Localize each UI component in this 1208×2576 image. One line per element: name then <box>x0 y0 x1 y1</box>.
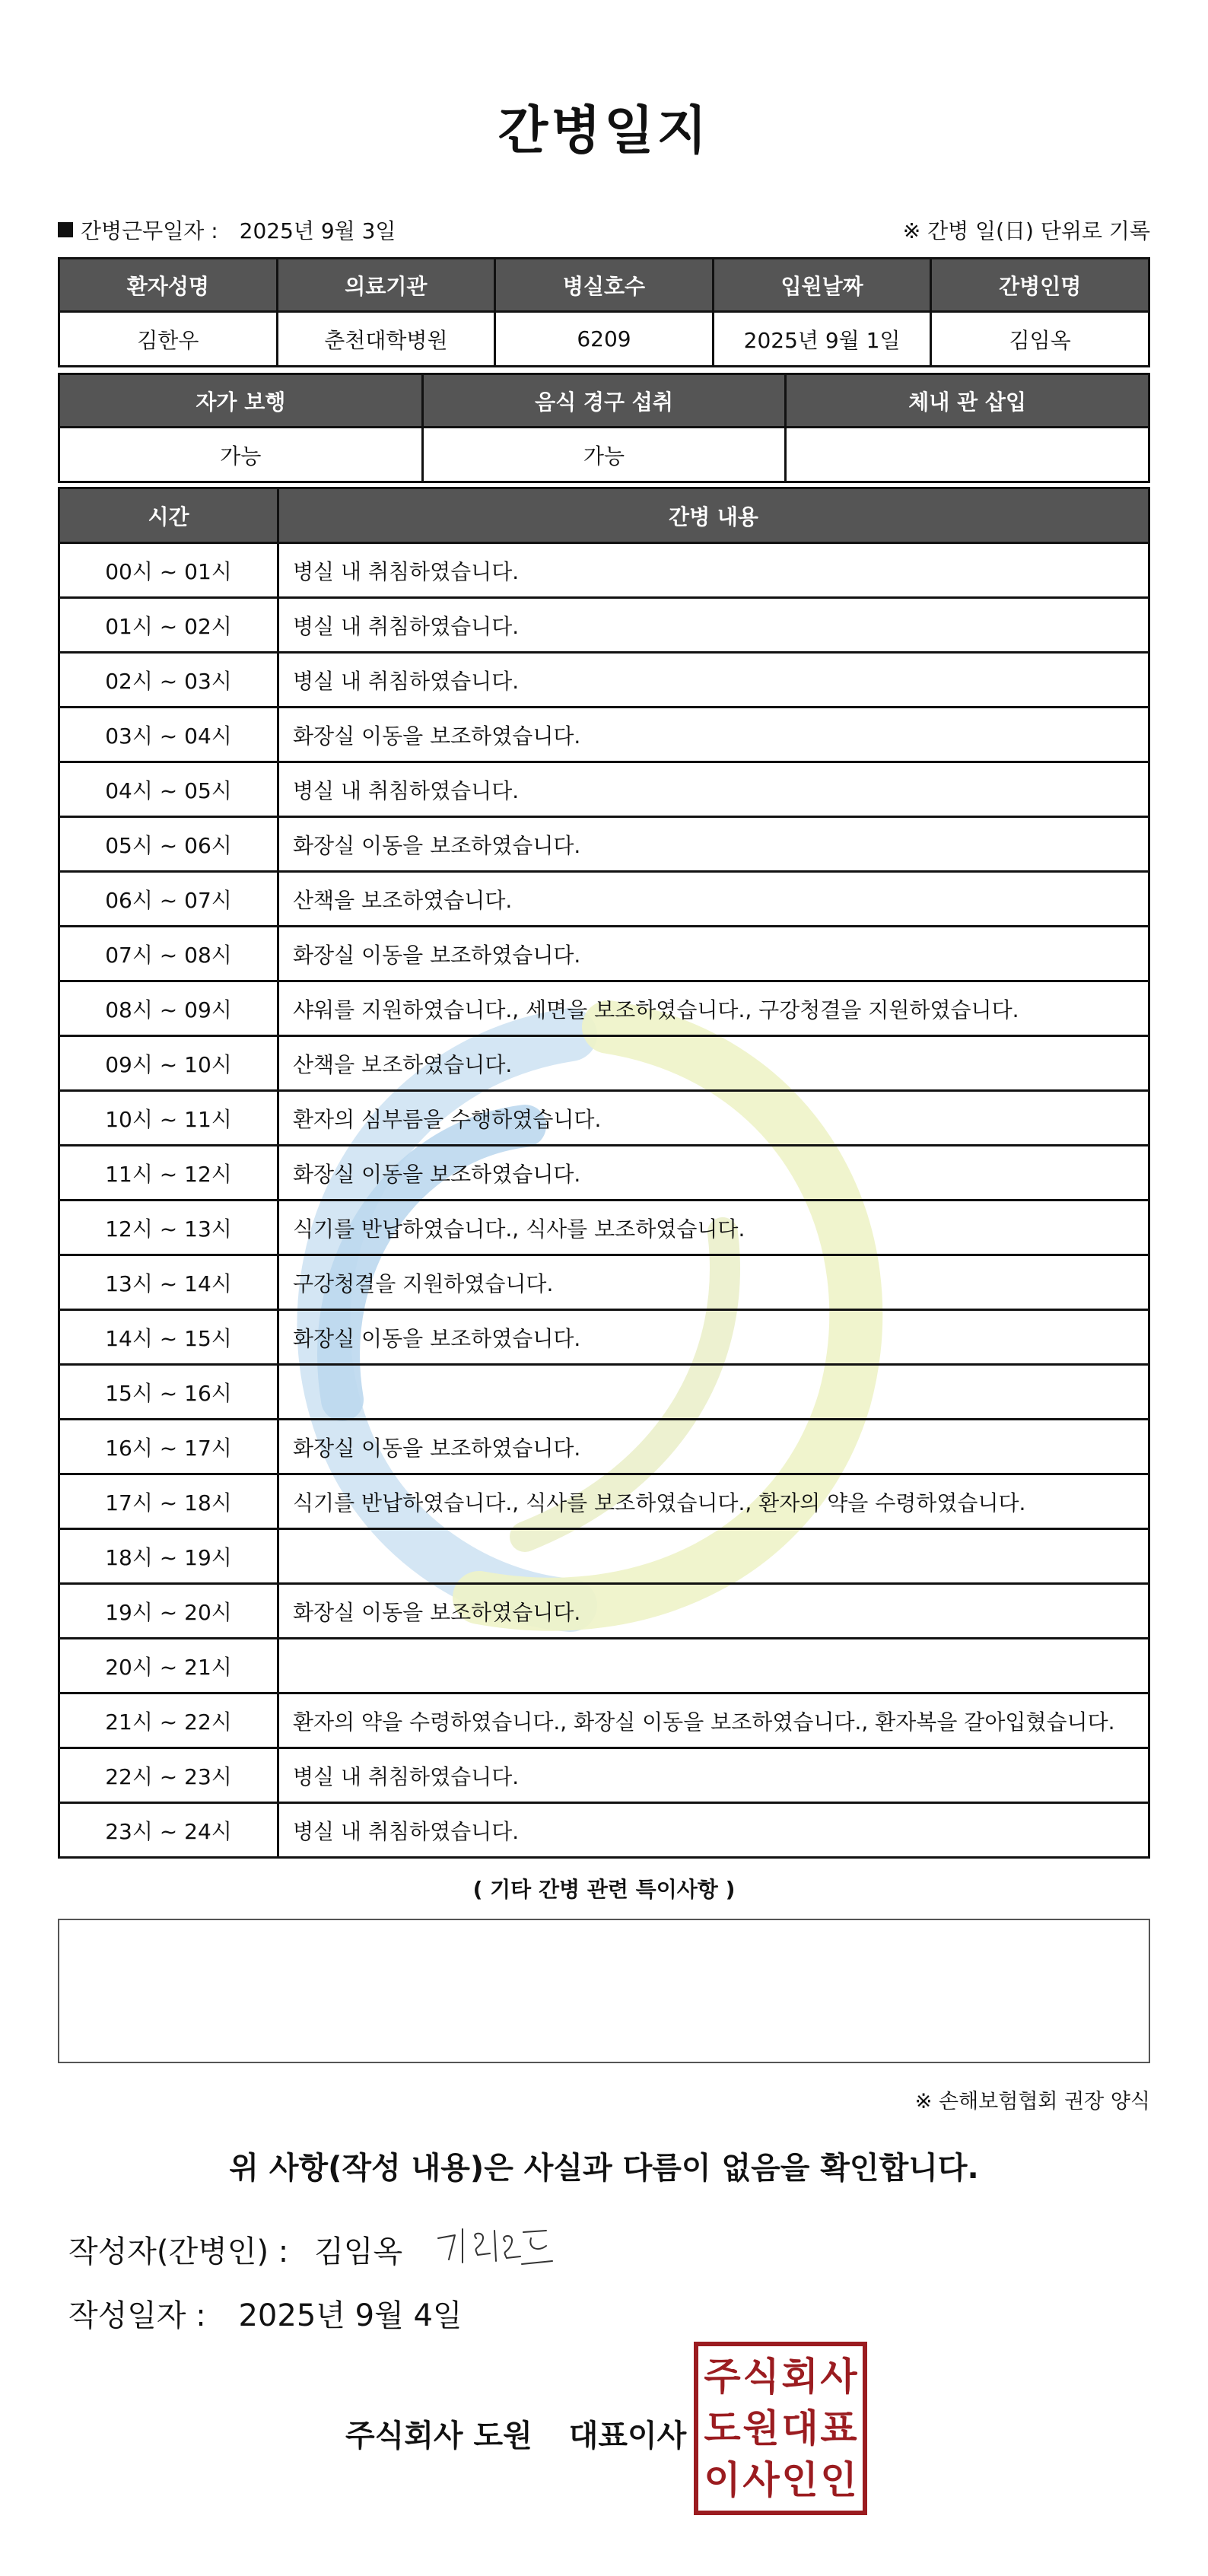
log-row <box>59 1036 1149 1091</box>
log-row <box>59 981 1149 1036</box>
log-time: 06시 ~ 07시 <box>59 872 278 927</box>
log-time: 00시 ~ 01시 <box>59 543 278 598</box>
company-ceo-title: 대표이사 <box>568 2419 687 2454</box>
header-self-walking: 자가 보행 <box>59 374 423 428</box>
header-room-number: 병실호수 <box>495 259 714 312</box>
log-row <box>59 1639 1149 1693</box>
log-row <box>59 762 1149 817</box>
admission-date: 2025년 9월 1일 <box>713 312 931 367</box>
log-time: 12시 ~ 13시 <box>59 1201 278 1255</box>
special-notes-title: ( 기타 간병 관련 특이사항 ) <box>472 1877 736 1902</box>
log-time: 15시 ~ 16시 <box>59 1365 278 1420</box>
self-walking-value: 가능 <box>59 428 423 482</box>
header-tube-insertion: 체내 관 삽입 <box>786 374 1149 428</box>
header-hospital: 의료기관 <box>277 259 495 312</box>
log-content: 화장실 이동을 보조하였습니다. <box>278 1146 1149 1201</box>
seal-character: 인 <box>781 2458 819 2502</box>
meta-row <box>58 215 1150 245</box>
confirmation-statement: 위 사항(작성 내용)은 사실과 다름이 없음을 확인합니다. <box>229 2151 979 2186</box>
writer-label: 작성자(간병인) : <box>68 2234 289 2269</box>
recommended-form-note: ※ 손해보험협회 권장 양식 <box>914 2090 1150 2113</box>
work-date-value: 2025년 9월 3일 <box>239 218 396 243</box>
log-content: 산책을 보조하였습니다. <box>278 872 1149 927</box>
log-content: 환자의 심부름을 수행하였습니다. <box>278 1091 1149 1146</box>
log-row <box>59 1474 1149 1529</box>
seal-character: 대 <box>781 2406 819 2450</box>
log-time: 14시 ~ 15시 <box>59 1310 278 1365</box>
handwritten-signature <box>432 2215 561 2276</box>
log-content: 화장실 이동을 보조하였습니다. <box>278 1310 1149 1365</box>
log-time: 20시 ~ 21시 <box>59 1639 278 1693</box>
write-date-line <box>68 2291 463 2335</box>
log-time: 09시 ~ 10시 <box>59 1036 278 1091</box>
header-admission-date: 입원날짜 <box>713 259 931 312</box>
page-title: 간병일지 <box>498 101 710 161</box>
record-unit-note: ※ 간병 일(日) 단위로 기록 <box>902 218 1150 243</box>
log-content: 구강청결을 지원하였습니다. <box>278 1255 1149 1310</box>
log-content: 환자의 약을 수령하였습니다., 화장실 이동을 보조하였습니다., 환자복을 갈아입혔습니다. <box>278 1693 1149 1748</box>
write-date-value: 2025년 9월 4일 <box>238 2298 463 2333</box>
write-date-label: 작성일자 : <box>68 2298 206 2333</box>
log-row <box>59 1091 1149 1146</box>
patient-info-table <box>58 257 1150 367</box>
log-row <box>59 1584 1149 1639</box>
writer-name: 김임옥 <box>314 2234 403 2269</box>
log-row <box>59 1146 1149 1201</box>
log-row <box>59 927 1149 981</box>
log-content <box>278 1529 1149 1584</box>
log-row <box>59 1529 1149 1584</box>
log-row <box>59 1803 1149 1858</box>
log-content: 병실 내 취침하였습니다. <box>278 1803 1149 1858</box>
log-row <box>59 543 1149 598</box>
log-time: 08시 ~ 09시 <box>59 981 278 1036</box>
log-time: 16시 ~ 17시 <box>59 1420 278 1474</box>
log-content: 병실 내 취침하였습니다. <box>278 762 1149 817</box>
log-time: 13시 ~ 14시 <box>59 1255 278 1310</box>
log-time: 07시 ~ 08시 <box>59 927 278 981</box>
log-time: 02시 ~ 03시 <box>59 653 278 708</box>
work-date-label: 간병근무일자 : <box>81 218 218 243</box>
header-patient-name: 환자성명 <box>59 259 278 312</box>
tube-insertion-value <box>786 428 1149 482</box>
caregiver-name: 김임옥 <box>931 312 1149 367</box>
log-time: 11시 ~ 12시 <box>59 1146 278 1201</box>
log-time: 19시 ~ 20시 <box>59 1584 278 1639</box>
log-row <box>59 1693 1149 1748</box>
log-content: 화장실 이동을 보조하였습니다. <box>278 1420 1149 1474</box>
log-content: 화장실 이동을 보조하였습니다. <box>278 817 1149 872</box>
log-content <box>278 1365 1149 1420</box>
seal-character: 사 <box>820 2355 857 2399</box>
log-content <box>278 1639 1149 1693</box>
work-date-group <box>58 215 396 245</box>
log-content: 식기를 반납하였습니다., 식사를 보조하였습니다. <box>278 1201 1149 1255</box>
log-content: 병실 내 취침하였습니다. <box>278 653 1149 708</box>
writer-line <box>68 2228 402 2271</box>
log-row <box>59 1201 1149 1255</box>
log-content: 화장실 이동을 보조하였습니다. <box>278 1584 1149 1639</box>
hospital-name: 춘천대학병원 <box>277 312 495 367</box>
header-caregiver-name: 간병인명 <box>931 259 1149 312</box>
bullet-square-icon <box>58 222 73 237</box>
patient-name: 김한우 <box>59 312 278 367</box>
log-row <box>59 1255 1149 1310</box>
log-content: 병실 내 취침하였습니다. <box>278 598 1149 653</box>
log-content: 화장실 이동을 보조하였습니다. <box>278 708 1149 762</box>
log-time: 10시 ~ 11시 <box>59 1091 278 1146</box>
log-content: 병실 내 취침하였습니다. <box>278 543 1149 598</box>
log-time: 23시 ~ 24시 <box>59 1803 278 1858</box>
header-oral-intake: 음식 경구 섭취 <box>422 374 786 428</box>
seal-character: 이 <box>704 2458 741 2502</box>
log-row <box>59 1365 1149 1420</box>
log-row <box>59 1748 1149 1803</box>
log-row <box>59 708 1149 762</box>
log-content: 병실 내 취침하였습니다. <box>278 1748 1149 1803</box>
log-row <box>59 1310 1149 1365</box>
seal-character: 회 <box>781 2355 819 2399</box>
seal-character: 식 <box>742 2355 780 2399</box>
header-time: 시간 <box>59 488 278 543</box>
log-time: 21시 ~ 22시 <box>59 1693 278 1748</box>
care-log-table <box>58 487 1150 1859</box>
company-name: 주식회사 도원 <box>345 2419 532 2454</box>
log-row <box>59 872 1149 927</box>
header-care-content: 간병 내용 <box>278 488 1149 543</box>
special-notes-box <box>58 1919 1150 2063</box>
company-seal-stamp <box>694 2342 867 2515</box>
log-time: 18시 ~ 19시 <box>59 1529 278 1584</box>
log-time: 05시 ~ 06시 <box>59 817 278 872</box>
log-content: 샤워를 지원하였습니다., 세면을 보조하였습니다., 구강청결을 지원하였습니다. <box>278 981 1149 1036</box>
log-row <box>59 653 1149 708</box>
seal-character: 표 <box>820 2406 857 2450</box>
log-row <box>59 817 1149 872</box>
seal-character: 도 <box>704 2406 741 2450</box>
care-log-rows <box>59 543 1149 1858</box>
log-time: 04시 ~ 05시 <box>59 762 278 817</box>
log-time: 03시 ~ 04시 <box>59 708 278 762</box>
log-time: 01시 ~ 02시 <box>59 598 278 653</box>
seal-character: 인 <box>820 2458 857 2502</box>
patient-status-table <box>58 373 1150 483</box>
log-time: 22시 ~ 23시 <box>59 1748 278 1803</box>
seal-character: 사 <box>742 2458 780 2502</box>
log-row <box>59 598 1149 653</box>
company-line <box>345 2412 686 2455</box>
log-time: 17시 ~ 18시 <box>59 1474 278 1529</box>
log-content: 식기를 반납하였습니다., 식사를 보조하였습니다., 환자의 약을 수령하였습니다. <box>278 1474 1149 1529</box>
seal-character: 원 <box>742 2406 780 2450</box>
room-number: 6209 <box>495 312 714 367</box>
log-content: 산책을 보조하였습니다. <box>278 1036 1149 1091</box>
oral-intake-value: 가능 <box>422 428 786 482</box>
log-row <box>59 1420 1149 1474</box>
seal-character: 주 <box>704 2355 741 2399</box>
log-content: 화장실 이동을 보조하였습니다. <box>278 927 1149 981</box>
